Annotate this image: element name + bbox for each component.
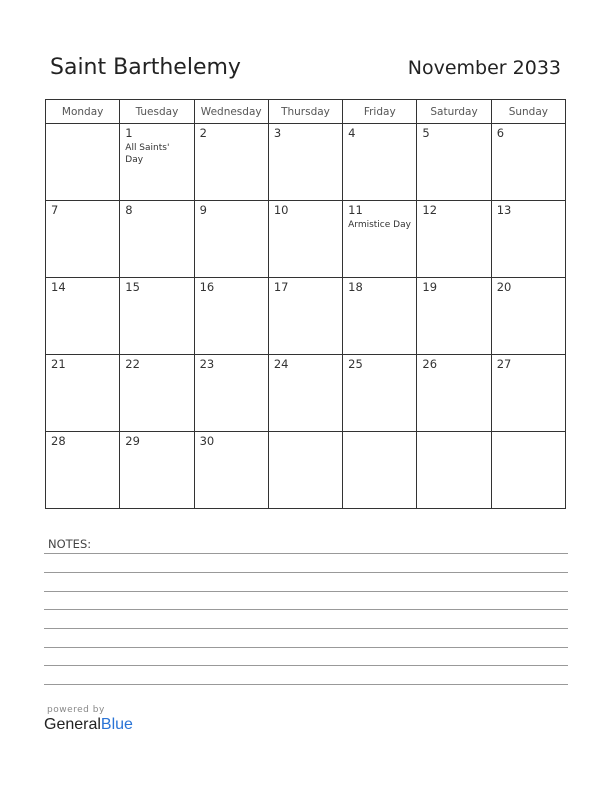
holiday-label: Armistice Day xyxy=(348,220,411,230)
weekday-header: Saturday xyxy=(417,100,491,124)
weekday-header: Wednesday xyxy=(194,100,268,124)
day-number: 13 xyxy=(496,203,512,217)
calendar-day-cell xyxy=(343,278,417,355)
calendar-day-cell xyxy=(343,201,417,278)
day-number: 20 xyxy=(496,280,512,294)
calendar-grid xyxy=(45,99,566,509)
calendar-country-title: Saint Barthelemy xyxy=(50,55,241,80)
calendar-day-cell xyxy=(268,278,342,355)
day-number: 30 xyxy=(199,434,215,448)
day-number xyxy=(343,432,416,435)
day-number: 28 xyxy=(51,434,66,448)
calendar-day-cell xyxy=(491,124,565,201)
day-number: 29 xyxy=(125,434,140,448)
notes-line xyxy=(44,572,568,573)
calendar-week-row xyxy=(46,201,566,278)
calendar-day-cell xyxy=(194,124,268,201)
day-number: 21 xyxy=(51,357,66,371)
calendar-day-cell xyxy=(120,124,194,201)
day-number: 1 xyxy=(125,126,133,140)
day-number: 22 xyxy=(125,357,140,371)
calendar-day-cell xyxy=(194,278,268,355)
calendar-day-cell xyxy=(491,201,565,278)
notes-line xyxy=(44,591,568,592)
calendar-day-cell xyxy=(417,124,491,201)
day-number: 10 xyxy=(273,203,289,217)
calendar-day-cell xyxy=(194,201,268,278)
calendar-day-cell xyxy=(417,355,491,432)
calendar-day-cell xyxy=(343,355,417,432)
day-number: 26 xyxy=(422,357,438,371)
holiday-label: All Saints' Day xyxy=(125,143,170,165)
day-number xyxy=(492,432,565,435)
calendar-day-cell xyxy=(268,124,342,201)
calendar-day-cell xyxy=(120,355,194,432)
day-number: 2 xyxy=(199,126,207,140)
calendar-week-row xyxy=(46,355,566,432)
calendar-week-row xyxy=(46,124,566,201)
day-number: 6 xyxy=(496,126,505,140)
calendar-day-cell xyxy=(343,124,417,201)
day-number: 4 xyxy=(348,126,356,140)
notes-line xyxy=(44,665,568,666)
calendar-day-cell xyxy=(417,278,491,355)
powered-by-text: powered by xyxy=(47,705,105,715)
day-number: 5 xyxy=(422,126,430,140)
calendar-day-cell xyxy=(491,355,565,432)
weekday-header: Monday xyxy=(46,100,120,124)
notes-label: NOTES: xyxy=(48,537,92,551)
day-number: 16 xyxy=(199,280,215,294)
notes-line xyxy=(44,647,568,648)
day-number: 9 xyxy=(199,203,207,217)
day-number: 27 xyxy=(496,357,512,371)
weekday-header: Thursday xyxy=(268,100,342,124)
day-number: 12 xyxy=(422,203,438,217)
day-number: 24 xyxy=(273,357,289,371)
notes-line xyxy=(44,553,568,554)
day-number: 15 xyxy=(125,280,140,294)
weekday-header: Friday xyxy=(343,100,417,124)
calendar-day-cell xyxy=(120,278,194,355)
day-number: 18 xyxy=(348,280,363,294)
calendar-day-cell xyxy=(268,355,342,432)
calendar-day-cell xyxy=(46,432,120,509)
calendar-day-cell xyxy=(417,432,491,509)
calendar-day-cell xyxy=(268,432,342,509)
calendar-day-cell xyxy=(46,201,120,278)
day-number xyxy=(46,124,119,127)
day-number xyxy=(269,432,342,435)
notes-line xyxy=(44,609,568,610)
calendar-day-cell xyxy=(268,201,342,278)
notes-line xyxy=(44,684,568,685)
calendar-day-cell xyxy=(491,278,565,355)
calendar-day-cell xyxy=(46,124,120,201)
logo-general-text: General xyxy=(44,716,101,733)
day-number: 7 xyxy=(51,203,59,217)
weekday-header-row xyxy=(46,100,566,124)
calendar-day-cell xyxy=(343,432,417,509)
calendar-month-title: November 2033 xyxy=(407,57,561,79)
day-number xyxy=(417,432,490,435)
calendar-day-cell xyxy=(194,355,268,432)
day-number: 8 xyxy=(125,203,133,217)
calendar-day-cell xyxy=(491,432,565,509)
notes-line xyxy=(44,628,568,629)
logo-blue-text: Blue xyxy=(100,716,133,733)
weekday-header: Sunday xyxy=(491,100,565,124)
calendar-day-cell xyxy=(417,201,491,278)
day-number: 23 xyxy=(199,357,215,371)
calendar-day-cell xyxy=(194,432,268,509)
calendar-week-row xyxy=(46,432,566,509)
day-number: 19 xyxy=(422,280,438,294)
day-number: 17 xyxy=(273,280,289,294)
day-number: 3 xyxy=(273,126,282,140)
day-number: 11 xyxy=(348,203,363,217)
day-number: 14 xyxy=(51,280,66,294)
weekday-header: Tuesday xyxy=(120,100,194,124)
calendar-week-row xyxy=(46,278,566,355)
calendar-day-cell xyxy=(46,355,120,432)
generalblue-logo[interactable] xyxy=(44,716,133,734)
calendar-day-cell xyxy=(46,278,120,355)
day-number: 25 xyxy=(348,357,363,371)
calendar-day-cell xyxy=(120,432,194,509)
calendar-day-cell xyxy=(120,201,194,278)
